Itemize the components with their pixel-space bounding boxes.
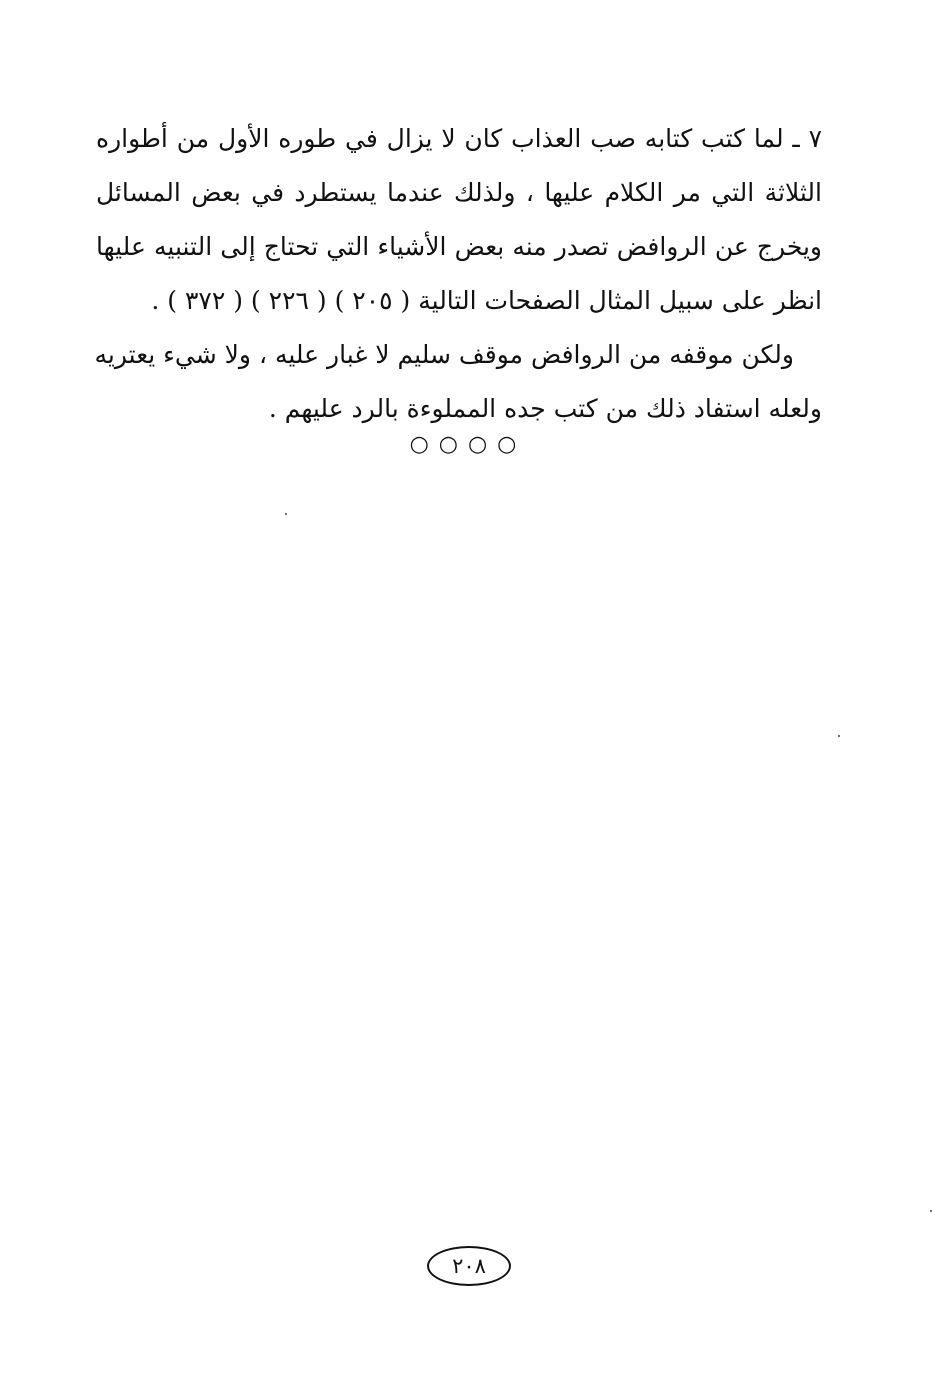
- text-line-3: ويخرج عن الروافض تصدر منه بعض الأشياء التي تحتاج إلى التنبيه عليها: [96, 232, 822, 261]
- body-text: [96, 112, 822, 436]
- text-line-5: ولكن موقفه من الروافض موقف سليم لا غبار عليه ، ولا شيء يعتريه: [94, 340, 794, 369]
- scan-speck: [285, 513, 287, 515]
- scan-speck: [930, 1210, 932, 1212]
- page-number-badge: [427, 1246, 511, 1286]
- text-line-6: ولعله استفاد ذلك من كتب جده المملوءة بالرد عليهم .: [268, 394, 822, 423]
- section-end-ornament: ○○○○: [409, 432, 527, 457]
- text-line-1: ٧ ـ لما كتب كتابه صب العذاب كان لا يزال في طوره الأول من أطواره: [96, 124, 822, 153]
- page-number: ٢٠٨: [452, 1254, 486, 1278]
- text-line-4: انظر على سبيل المثال الصفحات التالية ( ٢٠٥ ) ( ٢٢٦ ) ( ٣٧٢ ) .: [151, 286, 822, 315]
- scan-speck: [838, 735, 840, 737]
- text-line-2: الثلاثة التي مر الكلام عليها ، ولذلك عندما يستطرد في بعض المسائل: [96, 178, 822, 207]
